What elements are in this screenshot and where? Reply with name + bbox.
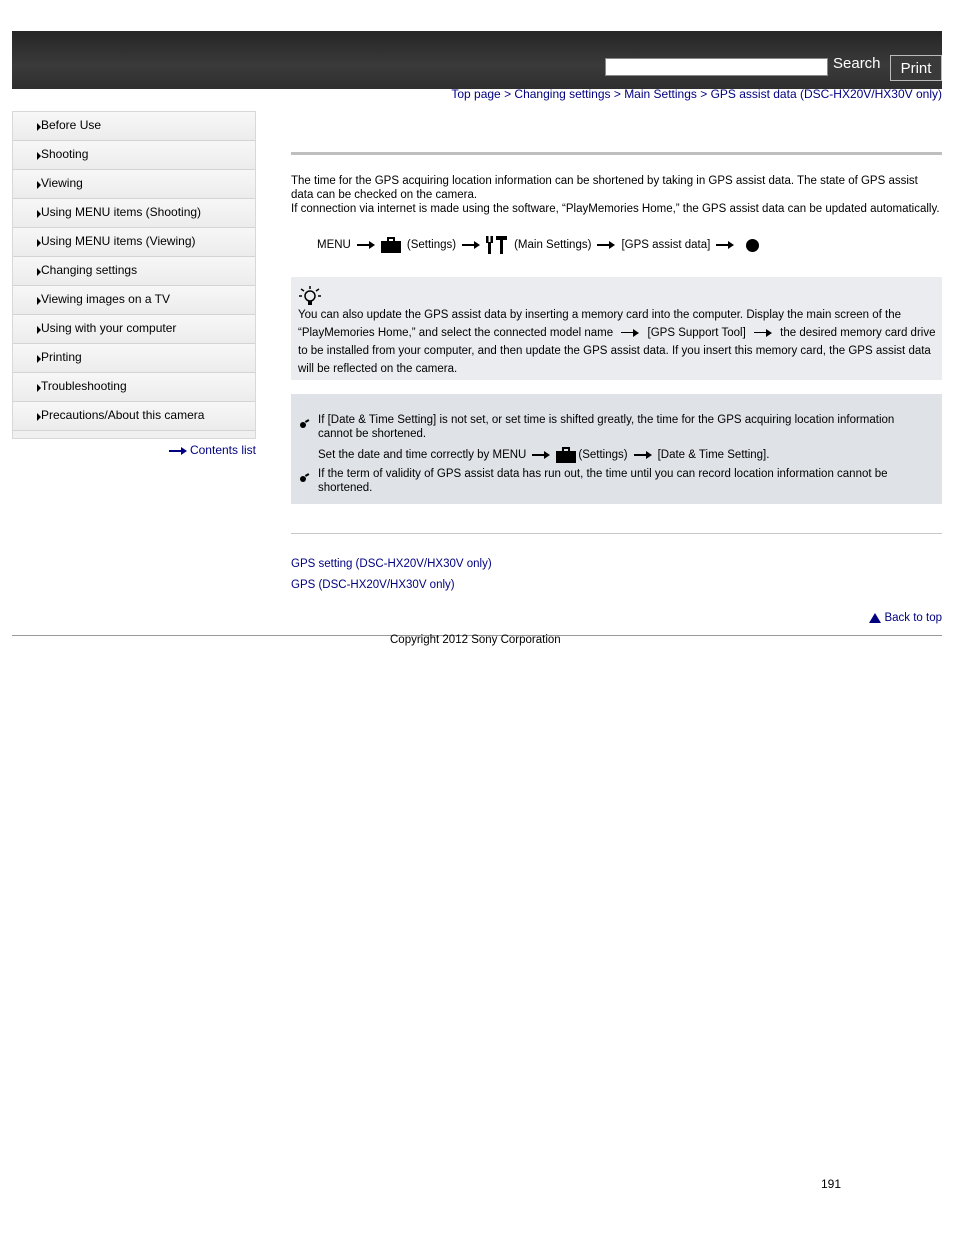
sidebar-item-label: Viewing images on a TV: [41, 292, 170, 306]
search-button[interactable]: Search: [833, 55, 881, 72]
sidebar-item-label: Using with your computer: [41, 321, 177, 335]
lightbulb-hint-icon: [299, 285, 321, 307]
sidebar-nav: [12, 111, 256, 439]
sidebar-item-label: Shooting: [41, 147, 89, 161]
breadcrumb-changing-settings[interactable]: Changing settings: [514, 87, 611, 101]
intro-text: [291, 174, 942, 216]
triangle-right-icon: [37, 152, 41, 160]
sidebar-item-troubleshooting[interactable]: [13, 373, 255, 402]
sidebar-item-menu-shooting[interactable]: [13, 199, 255, 228]
hint-text-part-2: [GPS Support Tool]: [647, 327, 746, 339]
triangle-right-icon: [37, 326, 41, 334]
sidebar-item-label: Changing settings: [41, 263, 138, 277]
bullet-icon: [300, 476, 306, 482]
intro-paragraph-1: The time for the GPS acquiring location information can be shortened by taking in GPS assist data. The state of GPS assist data can be checked on the camera.: [291, 175, 918, 201]
sidebar-item-changing-settings[interactable]: [13, 257, 255, 286]
sidebar-item-computer[interactable]: [13, 315, 255, 344]
sidebar-item-before-use[interactable]: [13, 112, 255, 141]
sidebar-item-label: Troubleshooting: [41, 379, 127, 393]
sidebar-item-viewing-tv[interactable]: [13, 286, 255, 315]
note-subtext-item: [Date & Time Setting].: [657, 449, 770, 461]
contents-list-link[interactable]: [169, 443, 256, 457]
hint-box: [291, 277, 942, 380]
note-subtext: [318, 447, 926, 463]
arrow-right-icon: [357, 241, 375, 249]
main-settings-tools-icon: [486, 236, 508, 254]
notes-box: [291, 394, 942, 504]
section-divider: [291, 533, 942, 534]
arrow-right-icon: [462, 241, 480, 249]
breadcrumb: [451, 87, 942, 101]
up-arrow-icon: [869, 613, 881, 623]
title-divider: [291, 152, 942, 155]
breadcrumb-current-page[interactable]: GPS assist data (DSC-HX20V/HX30V only): [710, 87, 942, 101]
note-text: If [Date & Time Setting] is not set, or set time is shifted greatly, the time for the GPS acquiring location information cannot be shortened.: [318, 414, 895, 440]
header-bar: [12, 31, 942, 89]
sidebar-item-printing[interactable]: [13, 344, 255, 373]
center-button-icon: [746, 239, 759, 252]
intro-paragraph-2: If connection via internet is made using the software, “PlayMemories Home,” the GPS assist data can be updated automatically.: [291, 203, 940, 215]
note-item: [300, 467, 926, 495]
triangle-right-icon: [37, 210, 41, 218]
menu-path: [317, 236, 765, 254]
triangle-right-icon: [37, 384, 41, 392]
breadcrumb-separator: >: [696, 87, 711, 101]
hint-text: [298, 306, 940, 378]
arrow-right-icon: [716, 241, 734, 249]
triangle-right-icon: [37, 123, 41, 131]
settings-label: (Settings): [406, 239, 457, 251]
main-settings-label: (Main Settings): [514, 239, 592, 251]
triangle-right-icon: [37, 181, 41, 189]
settings-toolbox-icon: [556, 447, 576, 463]
settings-toolbox-icon: [381, 237, 401, 253]
triangle-right-icon: [37, 239, 41, 247]
breadcrumb-separator: >: [610, 87, 625, 101]
note-item: [300, 413, 926, 463]
page-number: 191: [821, 1177, 842, 1191]
sidebar-item-precautions[interactable]: [13, 402, 255, 431]
related-link-gps-setting[interactable]: GPS setting (DSC-HX20V/HX30V only): [291, 558, 492, 570]
menu-label: MENU: [317, 239, 351, 251]
sidebar-item-label: Viewing: [41, 176, 83, 190]
print-button[interactable]: Print: [890, 55, 942, 81]
breadcrumb-main-settings[interactable]: Main Settings: [624, 87, 697, 101]
note-subtext-prefix: Set the date and time correctly by MENU: [318, 449, 527, 461]
triangle-right-icon: [37, 297, 41, 305]
related-link-gps[interactable]: GPS (DSC-HX20V/HX30V only): [291, 579, 455, 591]
note-text: If the term of validity of GPS assist data has run out, the time until you can record location information cannot be shortened.: [318, 468, 888, 494]
breadcrumb-top-page[interactable]: Top page: [451, 87, 501, 101]
sidebar-item-label: Printing: [41, 350, 82, 364]
sidebar-item-label: Using MENU items (Shooting): [41, 205, 202, 219]
arrow-right-icon: [532, 451, 550, 459]
copyright: Copyright 2012 Sony Corporation: [390, 634, 561, 646]
hint-text-part-1: You can also update the GPS assist data by inserting a memory card into the computer. Display the main screen of the “PlayMemories Home,” and select the connected model name: [298, 309, 902, 339]
sidebar-item-label: Precautions/About this camera: [41, 408, 205, 422]
bullet-icon: [300, 422, 306, 428]
sidebar-item-label: Before Use: [41, 118, 102, 132]
contents-list-label: Contents list: [189, 443, 256, 457]
sidebar-item-menu-viewing[interactable]: [13, 228, 255, 257]
hint-text-part-3: the desired memory card drive to be installed from your computer, and then update the GPS assist data. If you insert this memory card, the GPS assist data will be reflected on the camera.: [298, 327, 936, 375]
arrow-right-icon: [169, 447, 187, 455]
arrow-right-icon: [754, 329, 772, 337]
breadcrumb-separator: >: [500, 87, 515, 101]
arrow-right-icon: [621, 329, 639, 337]
note-subtext-settings: (Settings): [578, 449, 628, 461]
sidebar-item-shooting[interactable]: [13, 141, 255, 170]
arrow-right-icon: [634, 451, 652, 459]
sidebar-item-viewing[interactable]: [13, 170, 255, 199]
sidebar-item-label: Using MENU items (Viewing): [41, 234, 196, 248]
search-input[interactable]: [605, 58, 828, 76]
arrow-right-icon: [597, 241, 615, 249]
triangle-right-icon: [37, 268, 41, 276]
triangle-right-icon: [37, 355, 41, 363]
back-to-top-link[interactable]: [869, 612, 942, 624]
gps-assist-item-label: [GPS assist data]: [621, 239, 711, 251]
back-to-top-label: Back to top: [884, 612, 942, 624]
triangle-right-icon: [37, 413, 41, 421]
